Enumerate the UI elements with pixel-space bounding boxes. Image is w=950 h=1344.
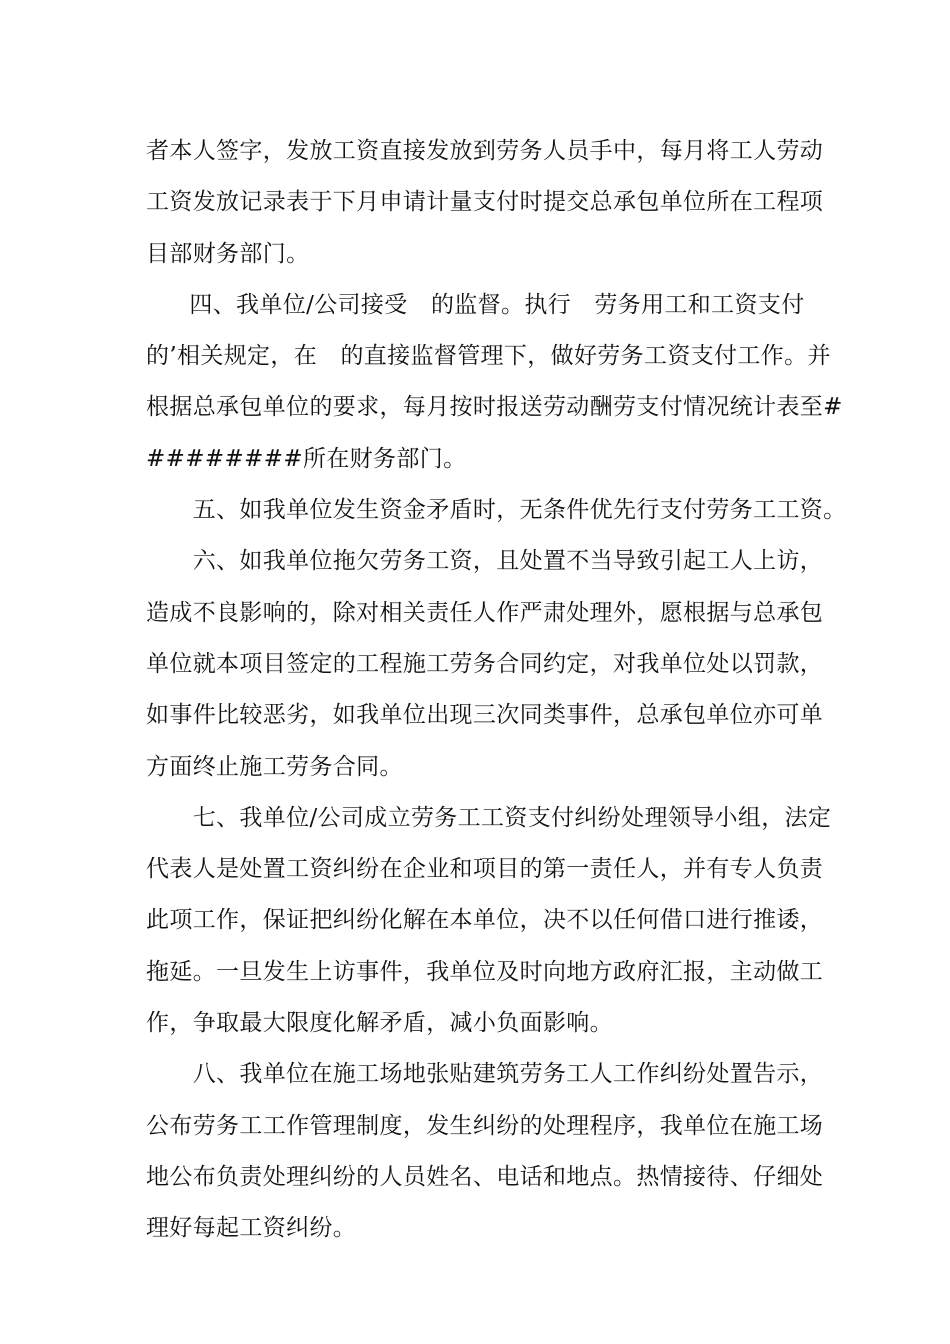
document-body [146,126,847,1255]
paragraph-4 [146,280,843,485]
text-line: 拖延。一旦发生上访事件，我单位及时向地方政府汇报，主动做工 [146,958,824,985]
text-line: 目部财务部门。 [146,240,310,267]
text-line: 工资发放记录表于下月申请计量支付时提交总承包单位所在工程项 [146,189,824,216]
text-line: 者本人签字，发放工资直接发放到劳务人员手中，每月将工人劳动 [146,138,824,164]
text-line: 如事件比较恶劣，如我单位出现三次同类事件，总承包单位亦可单 [146,702,824,729]
text-line: 的’相关规定，在 的直接监督管理下，做好劳务工资支付工作。并 [146,343,831,370]
paragraph-5 [146,485,847,536]
text-line: 地公布负责处理纠纷的人员姓名、电话和地点。热情接待、仔细处 [146,1163,824,1190]
text-line: 根据总承包单位的要求，每月按时报送劳动酬劳支付情况统计表至# [146,394,843,421]
text-line: 五、如我单位发生资金矛盾时，无条件优先行支付劳务工工资。 [146,497,847,524]
text-line: 公布劳务工工作管理制度，发生纠纷的处理程序，我单位在施工场 [146,1112,824,1139]
paragraph-7 [146,793,832,1049]
text-line: 七、我单位/公司成立劳务工工资支付纠纷处理领导小组，法定 [146,804,832,831]
text-line: 单位就本项目签定的工程施工劳务合同约定，对我单位处以罚款， [146,650,824,677]
paragraph-6 [146,536,824,792]
text-line: 此项工作，保证把纠纷化解在本单位，决不以任何借口进行推诿， [146,907,824,934]
text-line: 六、如我单位拖欠劳务工资，且处置不当导致引起工人上访， [146,548,824,575]
paragraph-8 [146,1049,824,1254]
text-line: 造成不良影响的，除对相关责任人作严肃处理外，愿根据与总承包 [146,599,824,626]
text-line: 理好每起工资纠纷。 [146,1215,357,1242]
text-line: 作，争取最大限度化解矛盾，减小负面影响。 [146,1010,613,1037]
text-line: 方面终止施工劳务合同。 [146,753,403,780]
text-line: 四、我单位/公司接受 的监督。执行 劳务用工和工资支付 [166,291,805,318]
text-line: 代表人是处置工资纠纷在企业和项目的第一责任人，并有专人负责 [146,856,824,883]
text-line: ########所在财务部门。 [146,445,467,472]
paragraph-3-continuation [146,126,824,280]
text-line: 八、我单位在施工场地张贴建筑劳务工人工作纠纷处置告示， [146,1061,824,1088]
